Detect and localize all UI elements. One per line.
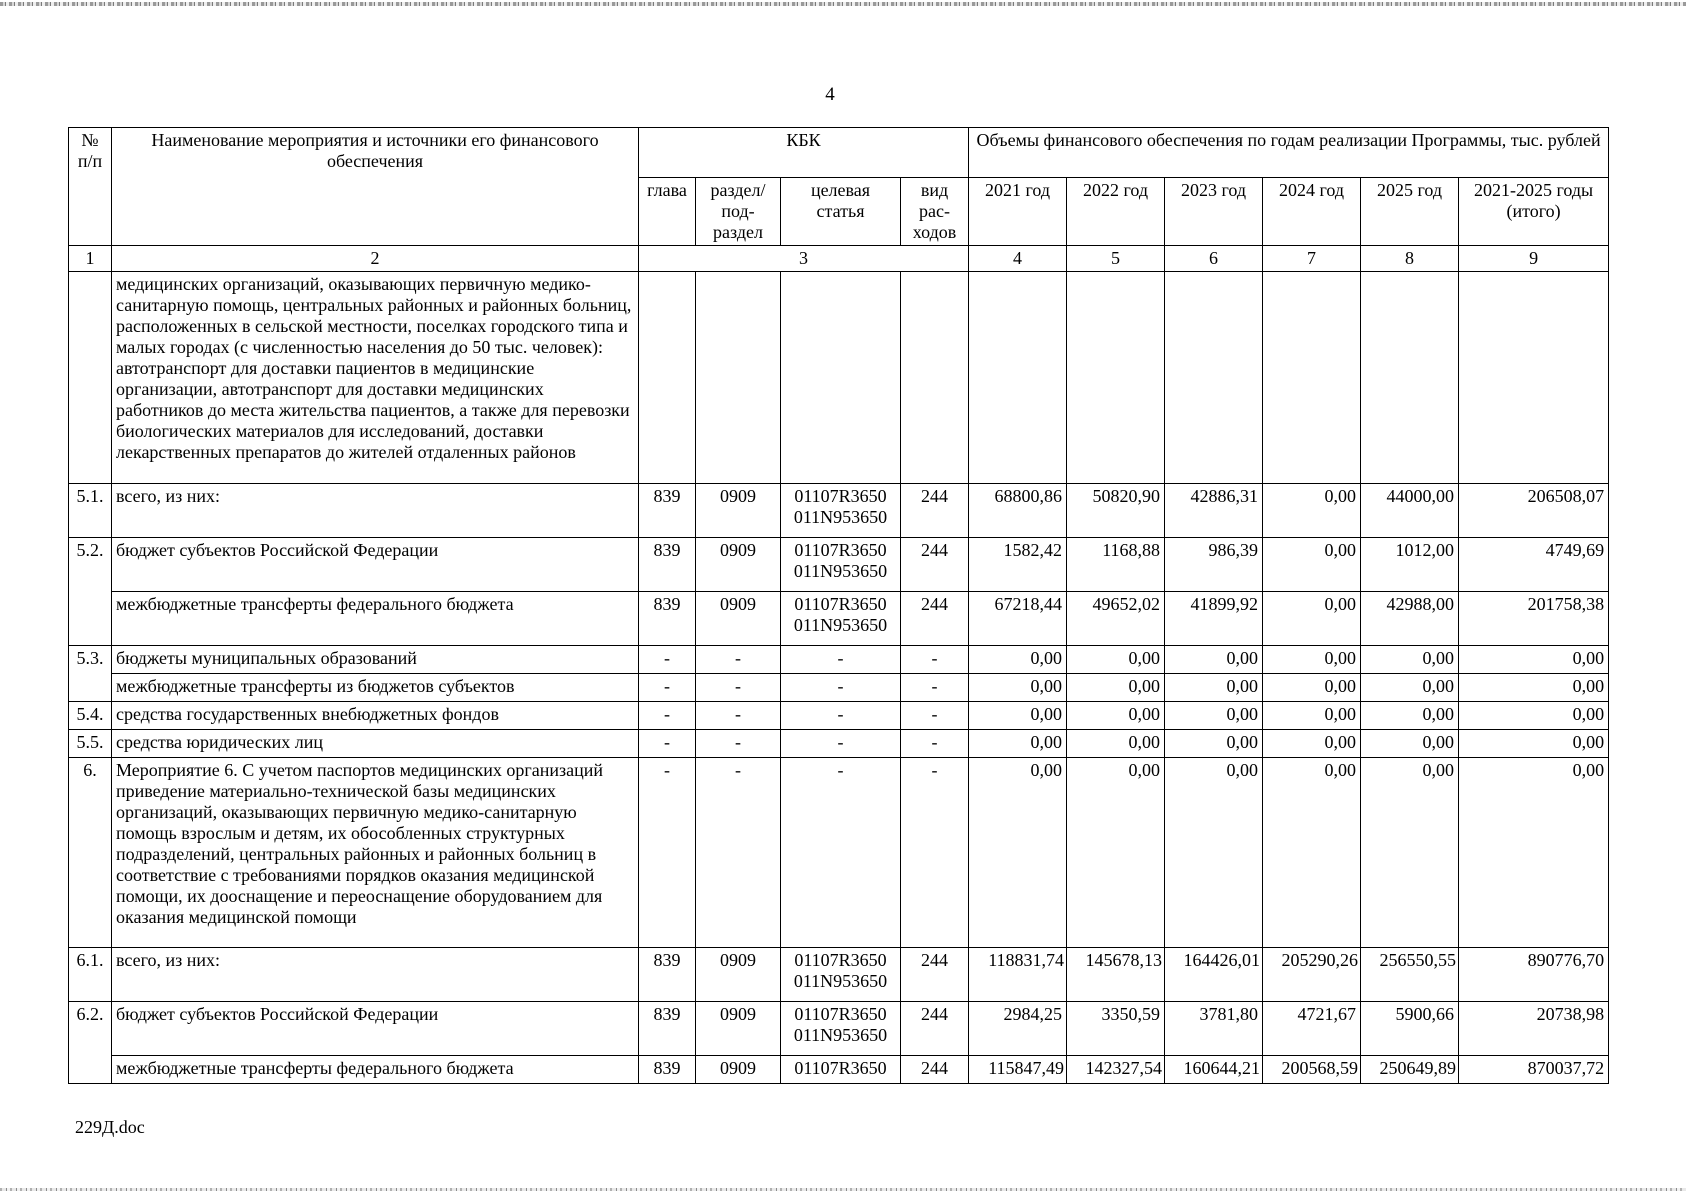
cell-glava: -: [639, 674, 696, 702]
col-number: 7: [1263, 246, 1361, 272]
cell-2022: 0,00: [1067, 758, 1165, 948]
cell-2024: 0,00: [1263, 538, 1361, 592]
table-row: [69, 702, 1609, 730]
cell-razdel: 0909: [696, 948, 781, 1002]
cell-2025: 0,00: [1361, 730, 1459, 758]
header-name: Наименование мероприятия и источники его финансового обеспечения: [112, 128, 639, 246]
cell-2022: 0,00: [1067, 674, 1165, 702]
cell-2023: 41899,92: [1165, 592, 1263, 646]
cell-2024: 205290,26: [1263, 948, 1361, 1002]
cell-2021: 0,00: [969, 646, 1067, 674]
col-number: 5: [1067, 246, 1165, 272]
cell-razdel: -: [696, 674, 781, 702]
row-num: 5.4.: [69, 702, 112, 730]
cell-2025: 42988,00: [1361, 592, 1459, 646]
cell-celevaya: [781, 484, 901, 538]
cell-2024: 0,00: [1263, 730, 1361, 758]
cell-2021: 68800,86: [969, 484, 1067, 538]
cell-total: 206508,07: [1459, 484, 1609, 538]
row-num: [69, 674, 112, 702]
row-num: 5.1.: [69, 484, 112, 538]
row-name: средства юридических лиц: [112, 730, 639, 758]
cell-2022: 50820,90: [1067, 484, 1165, 538]
col-number: 2: [112, 246, 639, 272]
cell-2022: 0,00: [1067, 730, 1165, 758]
cell-vid: -: [901, 674, 969, 702]
cell-celevaya-2: 011N953650: [793, 971, 888, 991]
row-name: межбюджетные трансферты федерального бюджета: [112, 1056, 639, 1084]
cell-2022: 142327,54: [1067, 1056, 1165, 1084]
cell-2022: 145678,13: [1067, 948, 1165, 1002]
table-row: [69, 272, 1609, 484]
row-name: межбюджетные трансферты из бюджетов субъектов: [112, 674, 639, 702]
row-name: Мероприятие 6. С учетом паспортов медицинских организаций приведение материально-технической базы медицинских организаций, оказывающих первичную медико-санитарную помощь взрослым и детям, их обособленных структурных подразделений, центральных районных и районных больниц в соответствие с требованиями порядков оказания медицинской помощи, их дооснащение и переоснащение оборудованием для оказания медицинской помощи: [112, 758, 639, 948]
row-name: средства государственных внебюджетных фондов: [112, 702, 639, 730]
cell-2025: 0,00: [1361, 674, 1459, 702]
cell-2024: 0,00: [1263, 646, 1361, 674]
cell-glava: 839: [639, 538, 696, 592]
row-num: 5.5.: [69, 730, 112, 758]
cell-razdel: 0909: [696, 592, 781, 646]
cell-2022: 49652,02: [1067, 592, 1165, 646]
cell-celevaya-2: 011N953650: [793, 561, 888, 581]
cell-celevaya-2: 011N953650: [793, 1025, 888, 1045]
header-vid: вид рас-ходов: [901, 178, 969, 246]
cell-2021: 118831,74: [969, 948, 1067, 1002]
cell-celevaya: [781, 1002, 901, 1056]
col-number: 4: [969, 246, 1067, 272]
cell-vid: 244: [901, 948, 969, 1002]
cell-2022: 0,00: [1067, 702, 1165, 730]
footer-filename: 229Д.doc: [75, 1117, 145, 1137]
cell-razdel: -: [696, 730, 781, 758]
cell-2021: 2984,25: [969, 1002, 1067, 1056]
cell-2025: 0,00: [1361, 758, 1459, 948]
cell-2021: 0,00: [969, 702, 1067, 730]
cell-2021: 0,00: [969, 674, 1067, 702]
cell-vid: -: [901, 646, 969, 674]
cell-celevaya: 01107R3650: [781, 1056, 901, 1084]
row-num: [69, 1056, 112, 1084]
cell-2025: 0,00: [1361, 646, 1459, 674]
page-number: 4: [825, 84, 835, 105]
table-row: [69, 646, 1609, 674]
cell-2023: 164426,01: [1165, 948, 1263, 1002]
cell-2025: 0,00: [1361, 702, 1459, 730]
row-num: 5.2.: [69, 538, 112, 592]
cell-glava: 839: [639, 1056, 696, 1084]
cell-total: 201758,38: [1459, 592, 1609, 646]
cell-2023: 0,00: [1165, 702, 1263, 730]
cell-total: 890776,70: [1459, 948, 1609, 1002]
cell-2024: 0,00: [1263, 484, 1361, 538]
header-num: № п/п: [69, 128, 112, 246]
row-num: [69, 592, 112, 646]
cell-2022: 3350,59: [1067, 1002, 1165, 1056]
cell-total: 870037,72: [1459, 1056, 1609, 1084]
header-volumes: Объемы финансового обеспечения по годам реализации Программы, тыс. рублей: [969, 128, 1609, 178]
cell-vid: 244: [901, 592, 969, 646]
col-number: 3: [639, 246, 969, 272]
cell-2024: 0,00: [1263, 702, 1361, 730]
row-num: [69, 272, 112, 484]
cell-2024: 200568,59: [1263, 1056, 1361, 1084]
header-2021: 2021 год: [969, 178, 1067, 246]
cell-2023: 160644,21: [1165, 1056, 1263, 1084]
cell-celevaya-1: 01107R3650: [794, 1004, 887, 1024]
cell-razdel: -: [696, 646, 781, 674]
col-number: 8: [1361, 246, 1459, 272]
cell-vid: 244: [901, 1002, 969, 1056]
table-row: [69, 1056, 1609, 1084]
header-glava: глава: [639, 178, 696, 246]
row-num: 5.3.: [69, 646, 112, 674]
cell-vid: -: [901, 702, 969, 730]
cell-2022: 1168,88: [1067, 538, 1165, 592]
cell-vid: 244: [901, 1056, 969, 1084]
cell-celevaya: -: [781, 758, 901, 948]
row-name: бюджет субъектов Российской Федерации: [112, 538, 639, 592]
scan-edge-bottom: [0, 1188, 1686, 1191]
row-name: всего, из них:: [112, 948, 639, 1002]
header-row-1: [69, 128, 1609, 178]
cell-celevaya: -: [781, 674, 901, 702]
cell-2021: 115847,49: [969, 1056, 1067, 1084]
cell-total: 4749,69: [1459, 538, 1609, 592]
table-row: [69, 538, 1609, 592]
header-2022: 2022 год: [1067, 178, 1165, 246]
cell-glava: -: [639, 758, 696, 948]
table-row: [69, 730, 1609, 758]
cell-vid: 244: [901, 484, 969, 538]
cell-total: 0,00: [1459, 674, 1609, 702]
cell-glava: 839: [639, 1002, 696, 1056]
row-name: межбюджетные трансферты федерального бюджета: [112, 592, 639, 646]
cell-celevaya-1: 01107R3650: [794, 486, 887, 506]
cell-razdel: -: [696, 702, 781, 730]
cell-2023: 986,39: [1165, 538, 1263, 592]
row-num: 6.2.: [69, 1002, 112, 1056]
cell-2023: 0,00: [1165, 646, 1263, 674]
cell-2024: 0,00: [1263, 758, 1361, 948]
cell-celevaya: [781, 948, 901, 1002]
cell-2024: 0,00: [1263, 674, 1361, 702]
cell-2025: 256550,55: [1361, 948, 1459, 1002]
cell-celevaya-1: 01107R3650: [794, 540, 887, 560]
cell-razdel: 0909: [696, 1002, 781, 1056]
row-num: 6.1.: [69, 948, 112, 1002]
financing-table: [68, 127, 1609, 1084]
cell-vid: 244: [901, 538, 969, 592]
cell-2025: 44000,00: [1361, 484, 1459, 538]
cell-celevaya-1: 01107R3650: [794, 950, 887, 970]
cell-vid: -: [901, 758, 969, 948]
cell-celevaya: -: [781, 730, 901, 758]
cell-2021: 1582,42: [969, 538, 1067, 592]
col-number: 9: [1459, 246, 1609, 272]
table-row: [69, 758, 1609, 948]
row-name: бюджет субъектов Российской Федерации: [112, 1002, 639, 1056]
cell-celevaya-2: 011N953650: [793, 615, 888, 635]
cell-celevaya: -: [781, 646, 901, 674]
header-2024: 2024 год: [1263, 178, 1361, 246]
col-number: 6: [1165, 246, 1263, 272]
cell-2023: 3781,80: [1165, 1002, 1263, 1056]
cell-glava: 839: [639, 592, 696, 646]
table-row: [69, 592, 1609, 646]
row-name: медицинских организаций, оказывающих первичную медико-санитарную помощь, центральных районных и районных больниц, расположенных в сельской местности, поселках городского типа и малых городах (с численностью населения до 50 тыс. человек): автотранспорт для доставки пациентов в медицинские организации, автотранспорт для доставки медицинских работников до места жительства пациентов, а также для перевозки биологических материалов для исследований, доставки лекарственных препаратов до жителей отдаленных районов: [112, 272, 639, 484]
cell-2023: 0,00: [1165, 730, 1263, 758]
header-total: 2021-2025 годы (итого): [1459, 178, 1609, 246]
cell-2025: 5900,66: [1361, 1002, 1459, 1056]
cell-total: 0,00: [1459, 730, 1609, 758]
cell-total: 0,00: [1459, 702, 1609, 730]
row-name: бюджеты муниципальных образований: [112, 646, 639, 674]
cell-glava: -: [639, 730, 696, 758]
cell-razdel: 0909: [696, 1056, 781, 1084]
cell-celevaya-1: 01107R3650: [794, 594, 887, 614]
column-numbers-row: [69, 246, 1609, 272]
cell-total: 20738,98: [1459, 1002, 1609, 1056]
cell-2023: 0,00: [1165, 674, 1263, 702]
cell-celevaya: [781, 538, 901, 592]
cell-razdel: 0909: [696, 538, 781, 592]
cell-glava: -: [639, 702, 696, 730]
header-celevaya: целевая статья: [781, 178, 901, 246]
cell-celevaya-2: 011N953650: [793, 507, 888, 527]
cell-2021: 0,00: [969, 730, 1067, 758]
row-name: всего, из них:: [112, 484, 639, 538]
table-row: [69, 948, 1609, 1002]
header-kbk: КБК: [639, 128, 969, 178]
cell-2024: 4721,67: [1263, 1002, 1361, 1056]
row-num: 6.: [69, 758, 112, 948]
col-number: 1: [69, 246, 112, 272]
cell-glava: 839: [639, 948, 696, 1002]
cell-total: 0,00: [1459, 646, 1609, 674]
cell-glava: -: [639, 646, 696, 674]
table-row: [69, 674, 1609, 702]
cell-celevaya: [781, 592, 901, 646]
cell-glava: 839: [639, 484, 696, 538]
cell-razdel: 0909: [696, 484, 781, 538]
cell-2024: 0,00: [1263, 592, 1361, 646]
header-2023: 2023 год: [1165, 178, 1263, 246]
cell-2023: 42886,31: [1165, 484, 1263, 538]
cell-2023: 0,00: [1165, 758, 1263, 948]
cell-2025: 250649,89: [1361, 1056, 1459, 1084]
scan-edge-top: [0, 2, 1686, 6]
cell-celevaya: -: [781, 702, 901, 730]
cell-2021: 0,00: [969, 758, 1067, 948]
cell-total: 0,00: [1459, 758, 1609, 948]
header-2025: 2025 год: [1361, 178, 1459, 246]
header-razdel: раздел/ под-раздел: [696, 178, 781, 246]
cell-2025: 1012,00: [1361, 538, 1459, 592]
table-row: [69, 484, 1609, 538]
cell-2022: 0,00: [1067, 646, 1165, 674]
table-row: [69, 1002, 1609, 1056]
cell-razdel: -: [696, 758, 781, 948]
cell-2021: 67218,44: [969, 592, 1067, 646]
cell-vid: -: [901, 730, 969, 758]
